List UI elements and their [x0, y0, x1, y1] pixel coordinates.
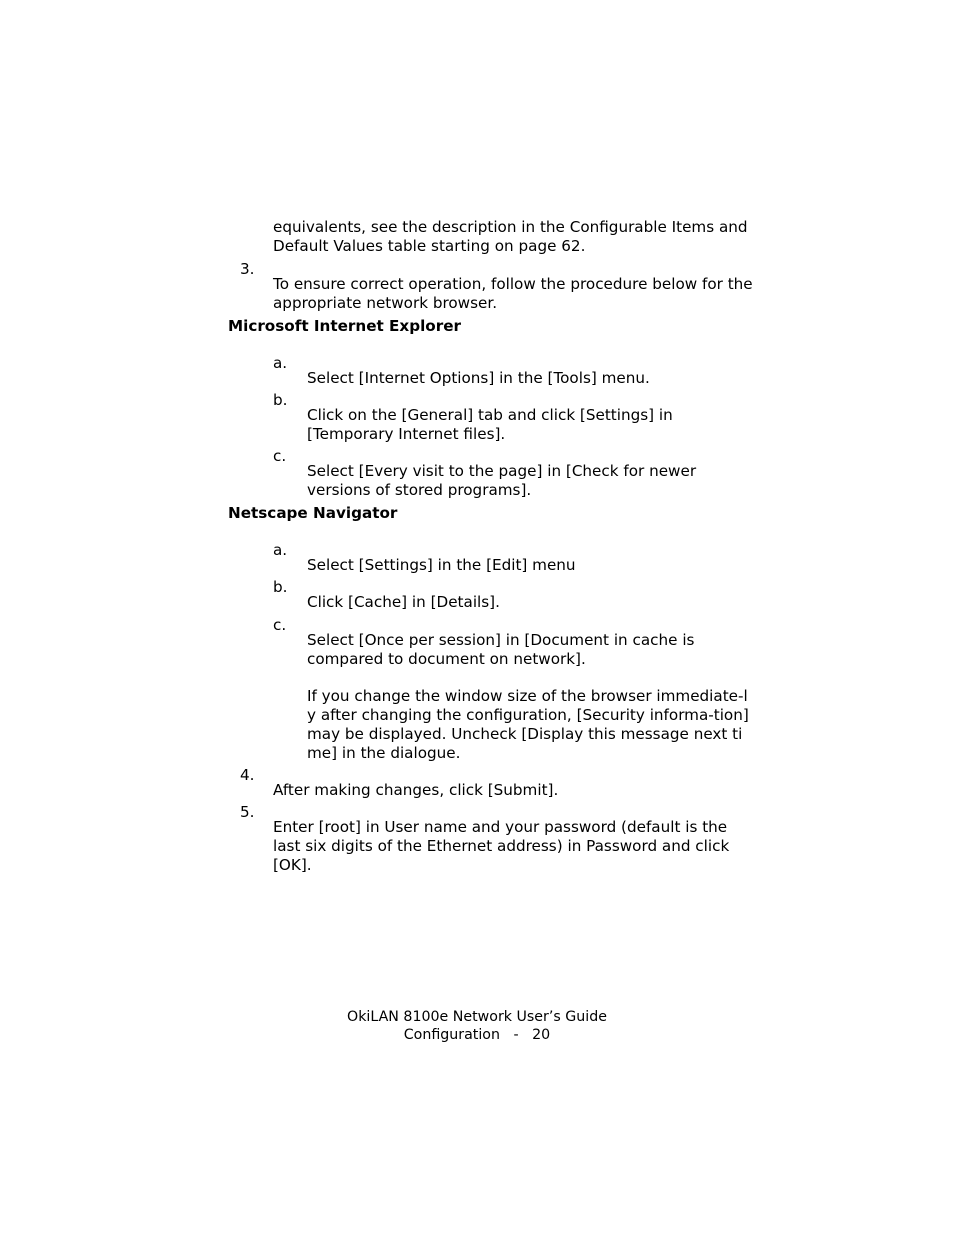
ie-item-a-letter: a.: [273, 354, 288, 372]
ns-item-b-text: Click [Cache] in [Details].: [307, 593, 500, 612]
page-footer: [0, 1009, 954, 1044]
ns-item-c-text: Select [Once per session] in [Document in cache is compared to document on network].: [307, 631, 695, 668]
ns-item-c-letter: c.: [273, 616, 287, 634]
ns-item-a-letter: a.: [273, 541, 288, 559]
footer-section: Configuration - 20: [403, 1026, 551, 1043]
footer-title: OkiLAN 8100e Network User’s Guide: [347, 1009, 607, 1025]
ie-item-c-letter: c.: [273, 447, 287, 465]
intro-paragraph: equivalents, see the description in the Configurable Items and Default Values table starting on page 62.: [273, 218, 748, 255]
ie-item-b-letter: b.: [273, 391, 288, 409]
step-5-number: 5.: [240, 803, 255, 821]
ns-note: If you change the window size of the browser immediate-ly after changing the configuration, [Security informa-tion] may be displayed. Uncheck [Display this message next time] in the dialogue.: [307, 687, 749, 762]
step-4-text: After making changes, click [Submit].: [273, 781, 559, 800]
step-5-text: Enter [root] in User name and your password (default is the last six digits of the Ethernet address) in Password and click [OK].: [273, 818, 730, 874]
ie-item-c-text: Select [Every visit to the page] in [Check for newer versions of stored programs].: [307, 462, 697, 499]
ns-heading: Netscape Navigator: [228, 504, 398, 522]
ie-item-b-text: Click on the [General] tab and click [Settings] in [Temporary Internet files].: [307, 406, 673, 443]
ie-item-a-text: Select [Internet Options] in the [Tools] menu.: [307, 369, 650, 388]
ns-item-b-letter: b.: [273, 578, 288, 596]
step-4-number: 4.: [240, 766, 255, 784]
ie-heading: Microsoft Internet Explorer: [228, 317, 462, 335]
ns-item-a-text: Select [Settings] in the [Edit] menu: [307, 556, 576, 575]
step-3-text: To ensure correct operation, follow the procedure below for the appropriate network browser.: [273, 275, 753, 312]
step-3-number: 3.: [240, 260, 255, 278]
